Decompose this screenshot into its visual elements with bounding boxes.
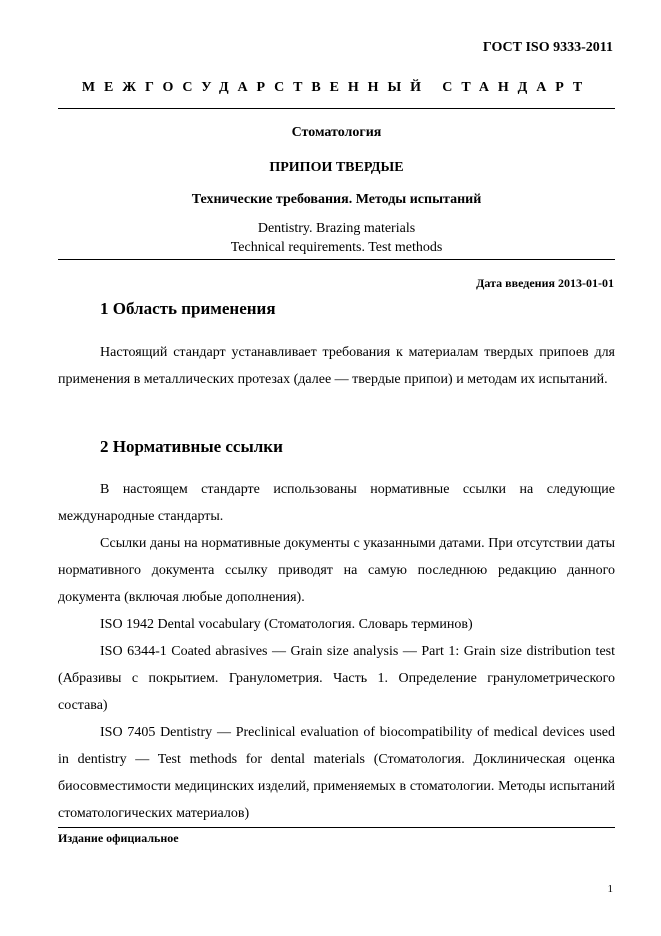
section-heading-scope: 1 Область применения — [100, 299, 276, 318]
document-code: ГОСТ ISO 9333-2011 — [482, 40, 613, 55]
standard-type-heading: МЕЖГОСУДАРСТВЕННЫЙ СТАНДАРТ — [81, 80, 592, 95]
edition-label: Издание официальное — [58, 831, 179, 845]
introduction-date: Дата введения 2013-01-01 — [476, 276, 614, 290]
top-divider — [58, 108, 615, 109]
reference-iso-1942: ISO 1942 Dental vocabulary (Стоматология. Словарь терминов) — [100, 617, 473, 632]
references-dates-paragraph: Ссылки даны на нормативные документы с указанными датами. При отсутствии даты нормативного документа ссылку приводят на самую последнюю редакцию данного документа (включая любые дополнения). — [58, 536, 615, 605]
title-divider — [58, 259, 615, 260]
reference-iso-7405: ISO 7405 Dentistry — Preclinical evaluation of biocompatibility of medical devices used in dentistry — Test methods for dental materials (Стоматология. Доклиническая оценка биосовместимости медицинских изделий, применяемых в стоматологии. Методы испытаний стоматологических материалов) — [58, 725, 615, 821]
normative-references-body — [58, 476, 615, 827]
page-number: 1 — [607, 883, 613, 895]
document-subtitle: Технические требования. Методы испытаний — [191, 192, 482, 207]
english-subtitle: Technical requirements. Test methods — [230, 240, 443, 255]
references-intro-paragraph: В настоящем стандарте использованы нормативные ссылки на следующие международные стандарты. — [58, 482, 615, 524]
document-title: ПРИПОИ ТВЕРДЫЕ — [269, 160, 404, 175]
section-heading-normative-references: 2 Нормативные ссылки — [100, 437, 283, 456]
scope-paragraph: Настоящий стандарт устанавливает требования к материалам твердых припоев для применения в металлических протезах (далее — твердые припои) и методам их испытаний. — [58, 345, 615, 387]
footer-divider — [58, 827, 615, 828]
field-name: Стоматология — [291, 125, 382, 140]
english-title: Dentistry. Brazing materials — [257, 221, 416, 236]
reference-iso-6344-1: ISO 6344-1 Coated abrasives — Grain size analysis — Part 1: Grain size distribution test (Абразивы с покрытием. Гранулометрия. Часть 1. Определение гранулометрического состава) — [58, 644, 615, 713]
